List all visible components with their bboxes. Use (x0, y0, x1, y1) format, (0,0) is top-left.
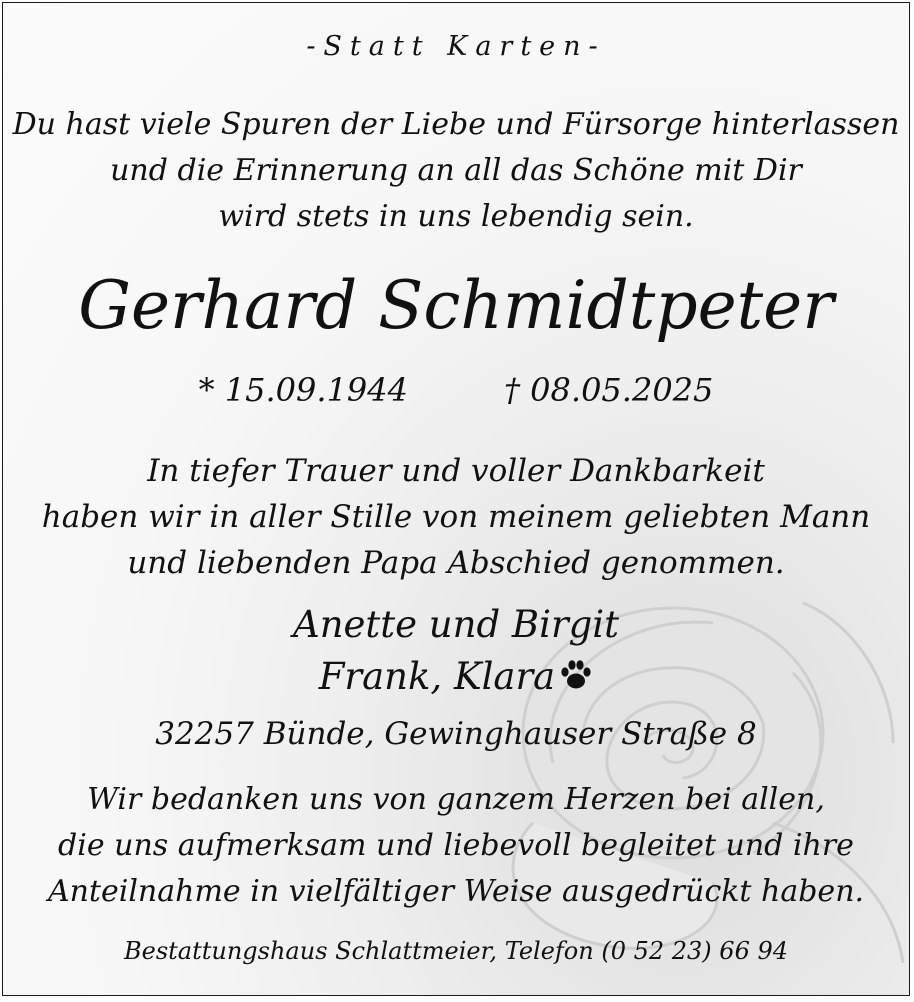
message-line-3: und liebenden Papa Abschied genommen. (127, 545, 785, 581)
verse-line-2: und die Erinnerung an all das Schöne mit Dir (110, 153, 802, 188)
message-line-1: In tiefer Trauer und voller Dankbarkeit (147, 453, 765, 489)
death-date: † 08.05.2025 (504, 371, 714, 409)
deceased-name: Gerhard Schmidtpeter (78, 267, 834, 344)
paw-icon (559, 659, 593, 691)
family-line-1: Anette und Birgit (292, 603, 620, 646)
thanks-line-1: Wir bedanken uns von ganzem Herzen bei allen, (87, 782, 825, 817)
family-names: Frank, Klara (318, 655, 556, 698)
address: 32257 Bünde, Gewinghauser Straße 8 (155, 716, 757, 752)
funeral-home-footer: Bestattungshaus Schlattmeier, Telefon (0 52 23) 66 94 (123, 937, 789, 965)
thanks-line-3: Anteilnahme in vielfältiger Weise ausgedrückt haben. (47, 874, 865, 909)
thanks-line-2: die uns aufmerksam und liebevoll begleitet und ihre (58, 828, 854, 863)
verse-line-3: wird stets in uns lebendig sein. (218, 199, 694, 234)
family-line-2 (3, 655, 909, 698)
obituary-card (2, 2, 910, 996)
verse-line-1: Du hast viele Spuren der Liebe und Fürsorge hinterlassen (12, 107, 900, 142)
header-statt-karten: -Statt Karten- (306, 31, 606, 62)
birth-date: * 15.09.1944 (198, 371, 408, 409)
life-dates (3, 371, 909, 409)
message-line-2: haben wir in aller Stille von meinem geliebten Mann (41, 499, 871, 535)
